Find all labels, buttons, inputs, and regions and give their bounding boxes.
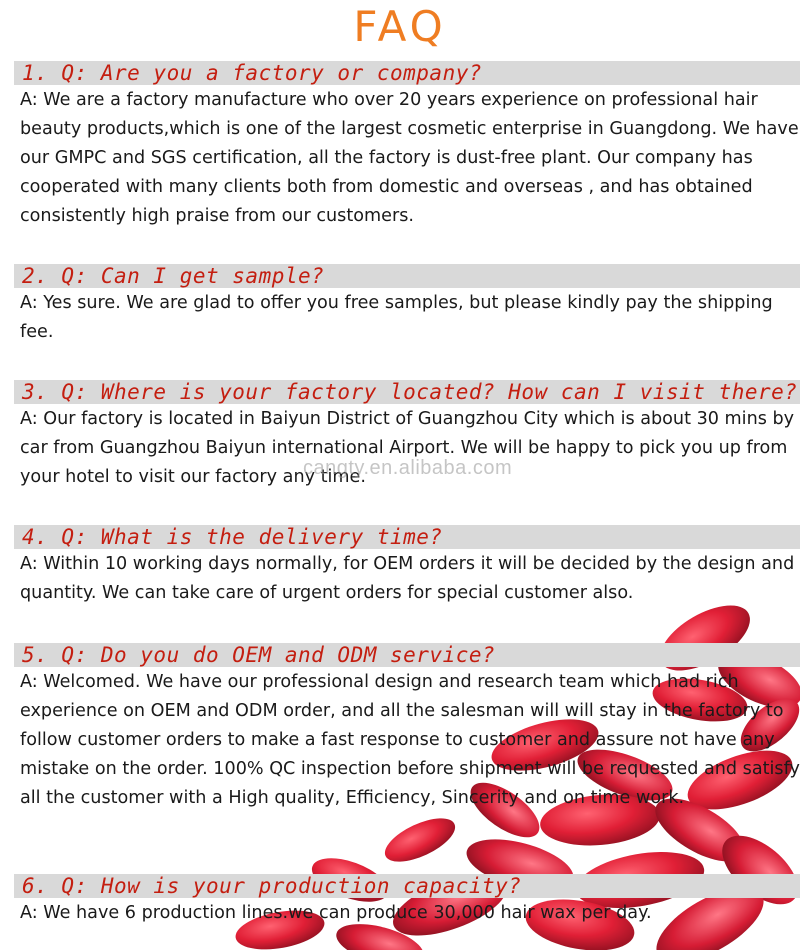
question-bar — [14, 874, 800, 898]
question-bar — [14, 643, 800, 667]
question-text: 5. Q: Do you do OEM and ODM service? — [22, 643, 496, 667]
question-bar — [14, 380, 800, 404]
question-text: 2. Q: Can I get sample? — [22, 264, 325, 288]
question-bar — [14, 61, 800, 85]
faq-item — [0, 61, 800, 231]
question-bar — [14, 264, 800, 288]
faq-item — [0, 525, 800, 608]
answer-text: A: Welcomed. We have our professional design and research team which had rich experience on OEM and ODM order, and all the salesman will will stay in the factory to follow customer orders to make a fast response to customer and assure not have any mistake on the order. 100% QC inspection before shipment will be requested and satisfy all the customer with a High quality, Efficiency, Sincerity and on time work. — [20, 672, 800, 808]
faq-item — [0, 874, 800, 928]
page-title: FAQ — [353, 2, 447, 51]
answer-text: A: Yes sure. We are glad to offer you free samples, but please kindly pay the shipping fee. — [20, 293, 773, 342]
question-text: 1. Q: Are you a factory or company? — [22, 61, 483, 85]
answer-text: A: Within 10 working days normally, for OEM orders it will be decided by the design and quantity. We can take care of urgent orders for special customer also. — [20, 554, 795, 603]
question-text: 3. Q: Where is your factory located? How can I visit there? — [22, 380, 798, 404]
faq-item — [0, 264, 800, 347]
answer-text: A: We have 6 production lines.we can produce 30,000 hair wax per day. — [20, 903, 652, 923]
watermark: cangty.en.alibaba.com — [303, 457, 513, 479]
question-bar — [14, 525, 800, 549]
answer-text: A: We are a factory manufacture who over 20 years experience on professional hair beauty products,which is one of the largest cosmetic enterprise in Guangdong. We have our GMPC and SGS certification, all the factory is dust-free plant. Our company has cooperated with many clients both from domestic and overseas , and has obtained consistently high praise from our customers. — [20, 90, 799, 226]
answer-text: A: Our factory is located in Baiyun District of Guangzhou City which is about 30 mins by car from Guangzhou Baiyun international Airport. We will be happy to pick you up from your hotel to visit our factory any time. — [20, 409, 795, 487]
faq-item — [0, 643, 800, 813]
question-text: 4. Q: What is the delivery time? — [22, 525, 443, 549]
question-text: 6. Q: How is your production capacity? — [22, 874, 522, 898]
